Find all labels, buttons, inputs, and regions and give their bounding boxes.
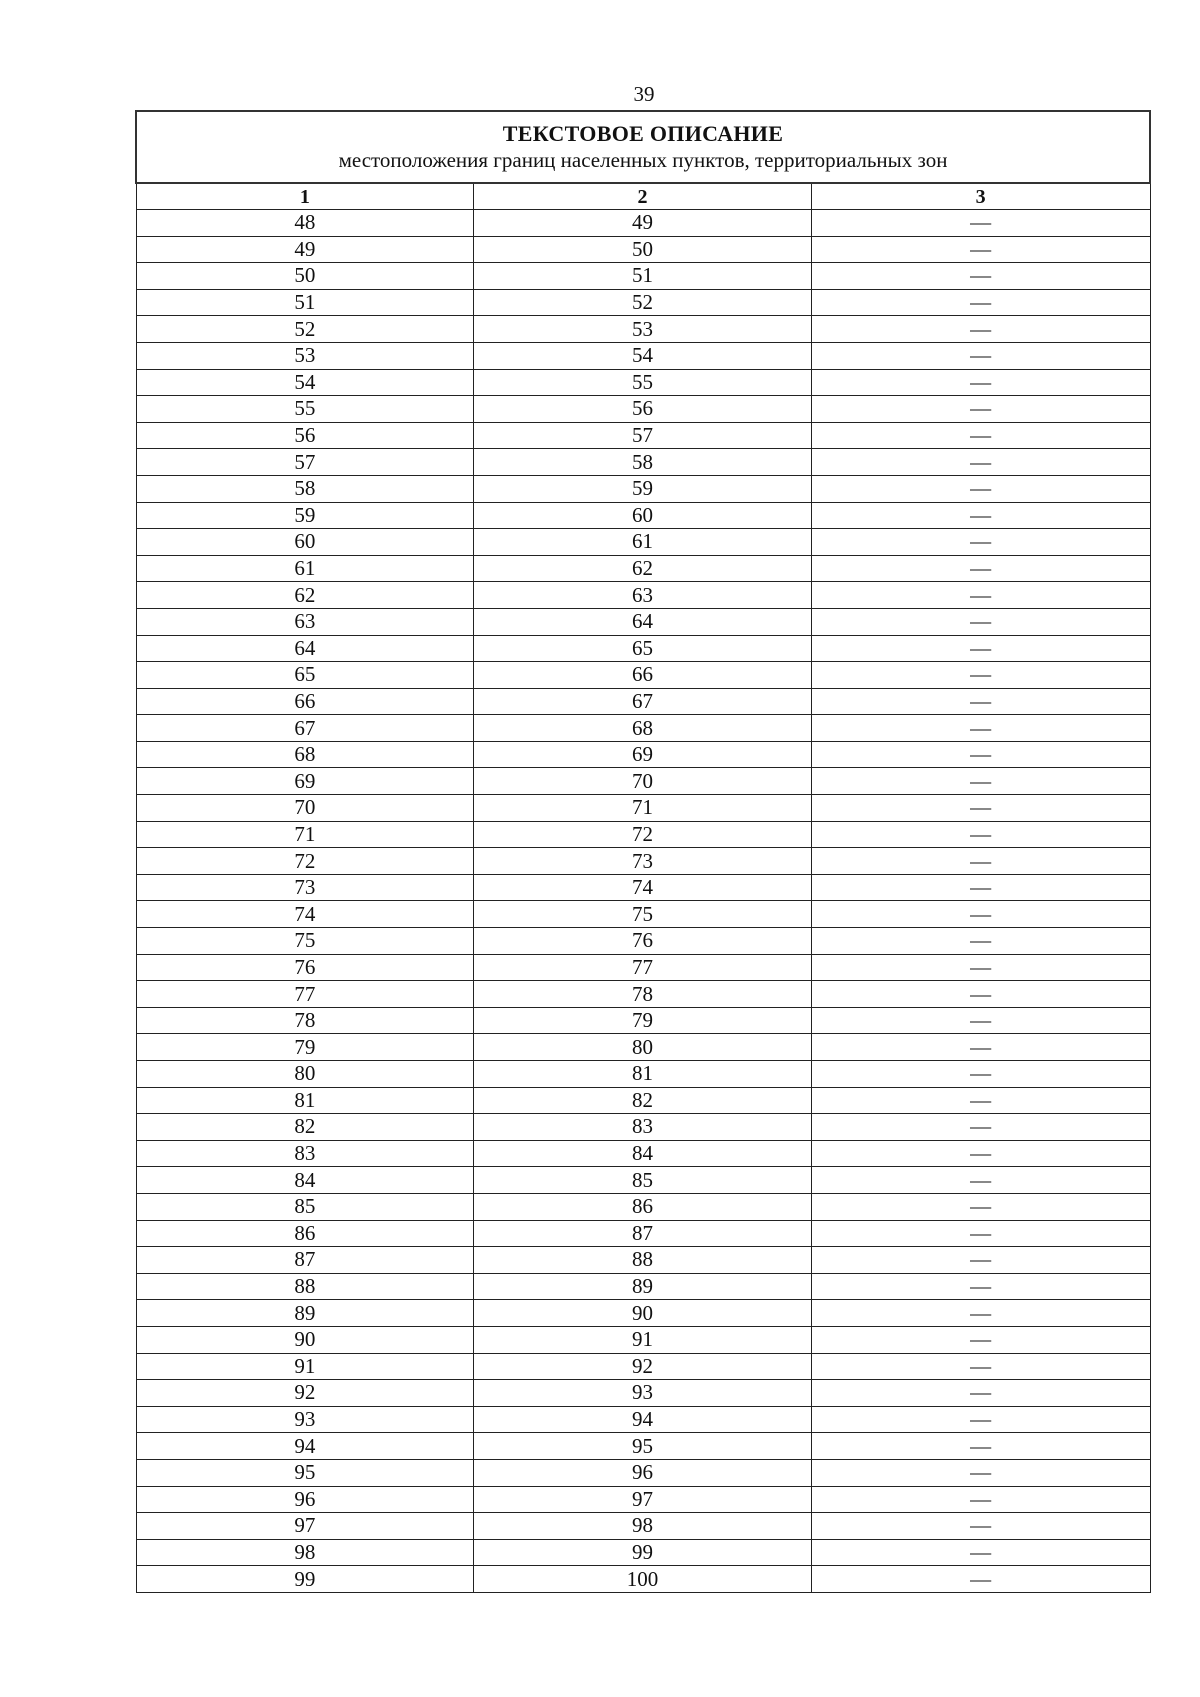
table-cell-col-2: 87	[474, 1220, 812, 1247]
table-row	[136, 1380, 1150, 1407]
table-cell-col-2: 90	[474, 1300, 812, 1327]
table-cell-col-1: 60	[136, 529, 474, 556]
table-row	[136, 1114, 1150, 1141]
table-row	[136, 795, 1150, 822]
table-row	[136, 1539, 1150, 1566]
table-cell-col-3: —	[811, 289, 1150, 316]
table-cell-col-2: 96	[474, 1459, 812, 1486]
table-cell-col-3: —	[811, 1406, 1150, 1433]
table-row	[136, 263, 1150, 290]
table-cell-col-2: 55	[474, 369, 812, 396]
table-cell-col-1: 64	[136, 635, 474, 662]
table-cell-col-2: 54	[474, 342, 812, 369]
table-cell-col-2: 99	[474, 1539, 812, 1566]
table-cell-col-3: —	[811, 821, 1150, 848]
table-cell-col-1: 51	[136, 289, 474, 316]
table-row	[136, 928, 1150, 955]
table-cell-col-2: 65	[474, 635, 812, 662]
table-cell-col-3: —	[811, 1273, 1150, 1300]
table-cell-col-3: —	[811, 1167, 1150, 1194]
table-cell-col-1: 86	[136, 1220, 474, 1247]
table-row	[136, 316, 1150, 343]
table-row	[136, 1513, 1150, 1540]
table-row	[136, 901, 1150, 928]
table-cell-col-2: 60	[474, 502, 812, 529]
page-number: 39	[633, 82, 655, 106]
column-header-row	[136, 183, 1150, 210]
table-cell-col-3: —	[811, 1140, 1150, 1167]
table-cell-col-1: 77	[136, 981, 474, 1008]
table-cell-col-3: —	[811, 1300, 1150, 1327]
table-row	[136, 768, 1150, 795]
table-cell-col-3: —	[811, 1034, 1150, 1061]
table-cell-col-3: —	[811, 210, 1150, 237]
table-cell-col-1: 87	[136, 1247, 474, 1274]
table-row	[136, 449, 1150, 476]
table-cell-col-1: 96	[136, 1486, 474, 1513]
table-row	[136, 1486, 1150, 1513]
table-row	[136, 954, 1150, 981]
table-cell-col-1: 54	[136, 369, 474, 396]
table-row	[136, 874, 1150, 901]
table-cell-col-1: 88	[136, 1273, 474, 1300]
table-cell-col-1: 48	[136, 210, 474, 237]
table-row	[136, 555, 1150, 582]
table-cell-col-3: —	[811, 502, 1150, 529]
table-cell-col-3: —	[811, 316, 1150, 343]
table-row	[136, 236, 1150, 263]
table-row	[136, 848, 1150, 875]
table-cell-col-3: —	[811, 874, 1150, 901]
table-cell-col-3: —	[811, 1433, 1150, 1460]
table-cell-col-2: 63	[474, 582, 812, 609]
table-cell-col-1: 72	[136, 848, 474, 875]
table-cell-col-2: 61	[474, 529, 812, 556]
table-cell-col-2: 56	[474, 396, 812, 423]
column-header-1: 1	[136, 183, 474, 210]
table-cell-col-2: 84	[474, 1140, 812, 1167]
table-cell-col-3: —	[811, 529, 1150, 556]
table-cell-col-1: 83	[136, 1140, 474, 1167]
table-row	[136, 1061, 1150, 1088]
table-cell-col-1: 76	[136, 954, 474, 981]
table-row	[136, 662, 1150, 689]
table-cell-col-3: —	[811, 1007, 1150, 1034]
table-cell-col-1: 90	[136, 1326, 474, 1353]
table-row	[136, 608, 1150, 635]
table-cell-col-1: 82	[136, 1114, 474, 1141]
table-cell-col-1: 92	[136, 1380, 474, 1407]
table-cell-col-1: 57	[136, 449, 474, 476]
table-cell-col-3: —	[811, 1193, 1150, 1220]
table-cell-col-1: 99	[136, 1566, 474, 1593]
table-cell-col-3: —	[811, 1539, 1150, 1566]
table-row	[136, 342, 1150, 369]
table-cell-col-1: 79	[136, 1034, 474, 1061]
table-cell-col-3: —	[811, 1486, 1150, 1513]
table-cell-col-1: 94	[136, 1433, 474, 1460]
table-cell-col-1: 91	[136, 1353, 474, 1380]
table-cell-col-3: —	[811, 1087, 1150, 1114]
table-cell-col-1: 93	[136, 1406, 474, 1433]
table-row	[136, 1300, 1150, 1327]
table-cell-col-1: 69	[136, 768, 474, 795]
table-cell-col-1: 49	[136, 236, 474, 263]
table-cell-col-2: 49	[474, 210, 812, 237]
table-cell-col-2: 83	[474, 1114, 812, 1141]
table-row	[136, 1034, 1150, 1061]
table-cell-col-1: 55	[136, 396, 474, 423]
table-cell-col-2: 81	[474, 1061, 812, 1088]
table-cell-col-2: 73	[474, 848, 812, 875]
table-cell-col-3: —	[811, 795, 1150, 822]
table-row	[136, 529, 1150, 556]
table-cell-col-1: 70	[136, 795, 474, 822]
table-cell-col-1: 84	[136, 1167, 474, 1194]
table-cell-col-1: 95	[136, 1459, 474, 1486]
table-cell-col-3: —	[811, 396, 1150, 423]
table-row	[136, 1247, 1150, 1274]
table-cell-col-2: 91	[474, 1326, 812, 1353]
table-cell-col-3: —	[811, 1459, 1150, 1486]
table-row	[136, 289, 1150, 316]
table-cell-col-3: —	[811, 1061, 1150, 1088]
table-cell-col-3: —	[811, 422, 1150, 449]
table-cell-col-3: —	[811, 1247, 1150, 1274]
table-cell-col-3: —	[811, 981, 1150, 1008]
table-row	[136, 369, 1150, 396]
table-cell-col-2: 76	[474, 928, 812, 955]
table-row	[136, 1087, 1150, 1114]
column-header-2: 2	[474, 183, 812, 210]
table-cell-col-3: —	[811, 1326, 1150, 1353]
table-cell-col-3: —	[811, 608, 1150, 635]
table-row	[136, 741, 1150, 768]
table-row	[136, 1433, 1150, 1460]
table-cell-col-3: —	[811, 263, 1150, 290]
table-cell-col-2: 51	[474, 263, 812, 290]
table-cell-col-2: 92	[474, 1353, 812, 1380]
table-cell-col-2: 89	[474, 1273, 812, 1300]
table-cell-col-1: 66	[136, 688, 474, 715]
table-row	[136, 582, 1150, 609]
table-body	[136, 210, 1150, 1593]
table-cell-col-2: 93	[474, 1380, 812, 1407]
table-cell-col-3: —	[811, 1114, 1150, 1141]
table-row	[136, 1459, 1150, 1486]
table-cell-col-2: 75	[474, 901, 812, 928]
table-cell-col-3: —	[811, 954, 1150, 981]
table-row	[136, 422, 1150, 449]
table-cell-col-2: 57	[474, 422, 812, 449]
table-cell-col-1: 97	[136, 1513, 474, 1540]
table-cell-col-3: —	[811, 342, 1150, 369]
table-cell-col-1: 67	[136, 715, 474, 742]
table-cell-col-2: 58	[474, 449, 812, 476]
table-cell-col-2: 88	[474, 1247, 812, 1274]
table-cell-col-2: 71	[474, 795, 812, 822]
table-cell-col-1: 85	[136, 1193, 474, 1220]
table-row	[136, 821, 1150, 848]
table-cell-col-3: —	[811, 1566, 1150, 1593]
table-row	[136, 981, 1150, 1008]
table-cell-col-2: 67	[474, 688, 812, 715]
table-cell-col-1: 61	[136, 555, 474, 582]
table-cell-col-1: 63	[136, 608, 474, 635]
table-cell-col-2: 94	[474, 1406, 812, 1433]
table-cell-col-1: 75	[136, 928, 474, 955]
table-cell-col-2: 95	[474, 1433, 812, 1460]
table-cell-col-2: 98	[474, 1513, 812, 1540]
table-cell-col-1: 50	[136, 263, 474, 290]
table-cell-col-3: —	[811, 928, 1150, 955]
table-row	[136, 1140, 1150, 1167]
table-row	[136, 688, 1150, 715]
table-cell-col-2: 74	[474, 874, 812, 901]
table-cell-col-2: 68	[474, 715, 812, 742]
table-row	[136, 475, 1150, 502]
table-cell-col-3: —	[811, 236, 1150, 263]
table-cell-col-2: 77	[474, 954, 812, 981]
table-cell-col-1: 68	[136, 741, 474, 768]
table-cell-col-3: —	[811, 715, 1150, 742]
table-title: ТЕКСТОВОЕ ОПИСАНИЕ	[502, 121, 784, 146]
table-cell-col-3: —	[811, 1220, 1150, 1247]
table-row	[136, 210, 1150, 237]
table-cell-col-1: 89	[136, 1300, 474, 1327]
table-cell-col-2: 79	[474, 1007, 812, 1034]
table-cell-col-1: 52	[136, 316, 474, 343]
table-subtitle: местоположения границ населенных пунктов, территориальных зон	[338, 148, 948, 172]
table-cell-col-3: —	[811, 741, 1150, 768]
table-header	[136, 111, 1150, 183]
table-cell-col-1: 78	[136, 1007, 474, 1034]
table-row	[136, 1193, 1150, 1220]
table-cell-col-1: 80	[136, 1061, 474, 1088]
table-cell-col-2: 100	[474, 1566, 812, 1593]
table-cell-col-1: 71	[136, 821, 474, 848]
table-cell-col-3: —	[811, 1353, 1150, 1380]
table-row	[136, 396, 1150, 423]
table-row	[136, 1167, 1150, 1194]
table-cell-col-2: 70	[474, 768, 812, 795]
table-row	[136, 1353, 1150, 1380]
table-cell-col-3: —	[811, 1513, 1150, 1540]
table-title-row	[136, 111, 1150, 183]
table-cell-col-1: 65	[136, 662, 474, 689]
table-cell-col-2: 64	[474, 608, 812, 635]
table-cell-col-1: 62	[136, 582, 474, 609]
table-cell-col-3: —	[811, 635, 1150, 662]
table-row	[136, 1406, 1150, 1433]
table-row	[136, 1007, 1150, 1034]
table-row	[136, 1566, 1150, 1593]
table-cell-col-2: 86	[474, 1193, 812, 1220]
column-header-3: 3	[811, 183, 1150, 210]
table-cell-col-2: 82	[474, 1087, 812, 1114]
table-cell-col-2: 66	[474, 662, 812, 689]
table-cell-col-1: 73	[136, 874, 474, 901]
table-cell-col-2: 59	[474, 475, 812, 502]
table-cell-col-3: —	[811, 688, 1150, 715]
table-cell-col-2: 97	[474, 1486, 812, 1513]
boundary-description-table	[135, 110, 1151, 1593]
table-cell-col-3: —	[811, 1380, 1150, 1407]
table-cell-col-3: —	[811, 475, 1150, 502]
table-cell-col-3: —	[811, 768, 1150, 795]
table-cell-col-2: 50	[474, 236, 812, 263]
table-cell-col-3: —	[811, 848, 1150, 875]
table-row	[136, 1273, 1150, 1300]
table-cell-col-3: —	[811, 449, 1150, 476]
table-cell-col-1: 53	[136, 342, 474, 369]
table-cell-col-3: —	[811, 555, 1150, 582]
table-row	[136, 715, 1150, 742]
table-cell-col-1: 74	[136, 901, 474, 928]
table-cell-col-3: —	[811, 901, 1150, 928]
table-cell-col-2: 69	[474, 741, 812, 768]
table-cell-col-1: 59	[136, 502, 474, 529]
table-cell-col-2: 78	[474, 981, 812, 1008]
table-cell-col-3: —	[811, 369, 1150, 396]
table-cell-col-1: 56	[136, 422, 474, 449]
table-cell-col-3: —	[811, 662, 1150, 689]
table-cell-col-2: 62	[474, 555, 812, 582]
table-row	[136, 1220, 1150, 1247]
table-row	[136, 502, 1150, 529]
table-cell-col-1: 98	[136, 1539, 474, 1566]
table-cell-col-3: —	[811, 582, 1150, 609]
table-cell-col-2: 52	[474, 289, 812, 316]
table-cell-col-2: 85	[474, 1167, 812, 1194]
table-cell-col-2: 72	[474, 821, 812, 848]
table-cell-col-2: 80	[474, 1034, 812, 1061]
table-cell-col-1: 58	[136, 475, 474, 502]
table-row	[136, 1326, 1150, 1353]
table-cell-col-1: 81	[136, 1087, 474, 1114]
table-row	[136, 635, 1150, 662]
table-cell-col-2: 53	[474, 316, 812, 343]
